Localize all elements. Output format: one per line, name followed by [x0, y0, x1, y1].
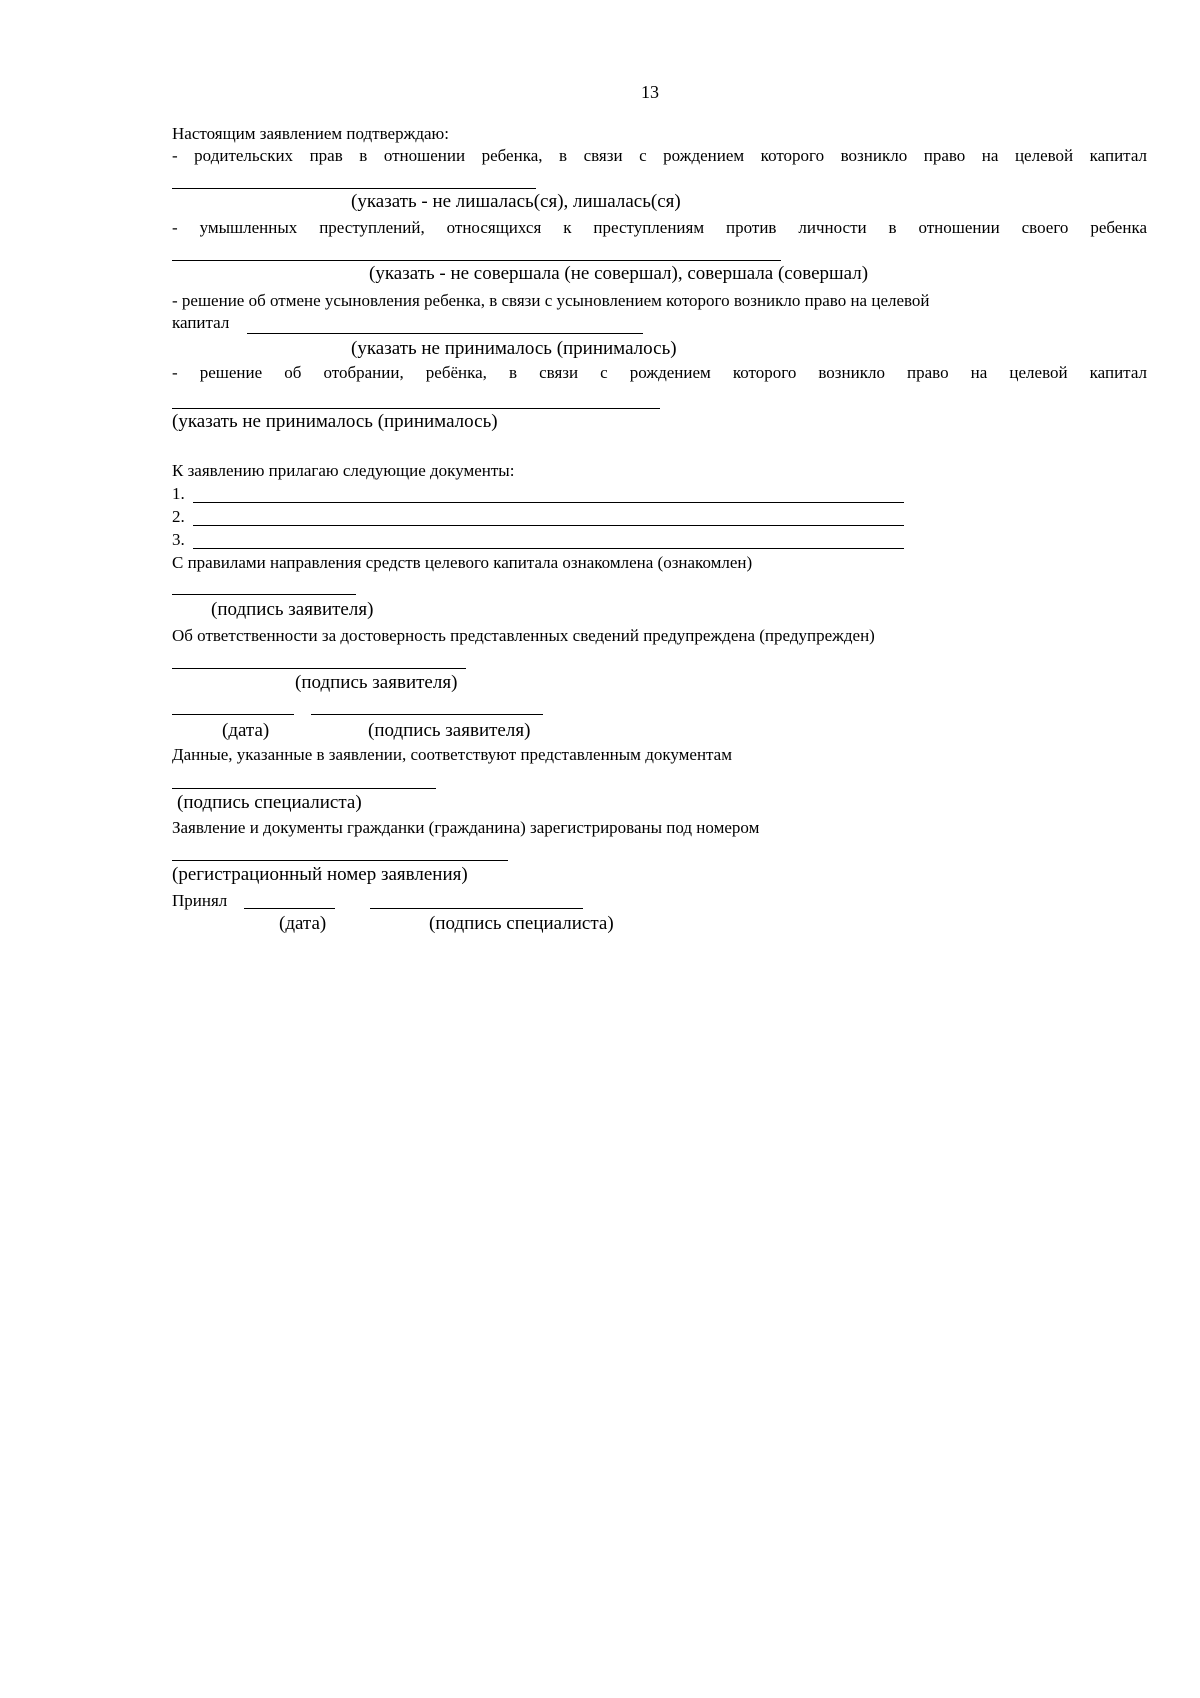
documents-heading: К заявлению прилагаю следующие документы:	[172, 461, 515, 480]
item-crimes-text: - умышленных преступлений, относящихся к преступлениям против личности в отношении своего ребенка	[172, 218, 1147, 237]
applicant-signature-label-3: (подпись заявителя)	[368, 720, 531, 741]
specialist-signature-label-2: (подпись специалиста)	[429, 913, 614, 934]
item-child-removal-text: - решение об отобрании, ребёнка, в связи с рождением которого возникло право на целевой капитал	[172, 363, 1147, 382]
applicant-signature-line-2	[172, 668, 466, 669]
item-crimes-hint: (указать - не совершала (не совершал), совершала (совершал)	[369, 263, 869, 284]
page-number: 13	[641, 82, 659, 102]
data-match-statement: Данные, указанные в заявлении, соответствуют представленным документам	[172, 745, 732, 764]
intro-text: Настоящим заявлением подтверждаю:	[172, 124, 449, 143]
applicant-signature-label-1: (подпись заявителя)	[211, 599, 374, 620]
document-line-1	[193, 502, 904, 503]
registration-number-line	[172, 860, 508, 861]
applicant-signature-line-3	[311, 714, 543, 715]
date-line-1	[172, 714, 294, 715]
date-label-2: (дата)	[279, 913, 327, 934]
applicant-signature-line-1	[172, 594, 356, 595]
specialist-signature-label-1: (подпись специалиста)	[177, 792, 362, 813]
registration-statement: Заявление и документы гражданки (гражданина) зарегистрированы под номером	[172, 818, 760, 837]
item-adoption-cancel-blank	[247, 333, 643, 334]
item-adoption-cancel-hint: (указать не принималось (принималось)	[351, 338, 677, 359]
item-parental-rights-blank	[172, 188, 536, 189]
responsibility-warning: Об ответственности за достоверность представленных сведений предупреждена (предупрежден)	[172, 626, 875, 645]
item-parental-rights-text: - родительских прав в отношении ребенка, в связи с рождением которого возникло право на целевой капитал	[172, 146, 1147, 165]
applicant-signature-label-2: (подпись заявителя)	[295, 672, 458, 693]
document-number-1: 1.	[172, 484, 185, 503]
item-crimes-blank	[172, 260, 781, 261]
item-parental-rights-hint: (указать - не лишалась(ся), лишалась(ся)	[351, 191, 681, 212]
accepted-date-line	[244, 908, 335, 909]
document-number-3: 3.	[172, 530, 185, 549]
item-adoption-cancel-text-line2: капитал	[172, 313, 230, 332]
item-adoption-cancel-text-line1: - решение об отмене усыновления ребенка, в связи с усыновлением которого возникло право на целевой	[172, 291, 930, 310]
rules-acknowledgement: С правилами направления средств целевого капитала ознакомлена (ознакомлен)	[172, 553, 753, 572]
document-number-2: 2.	[172, 507, 185, 526]
document-line-2	[193, 525, 904, 526]
item-child-removal-hint: (указать не принималось (принималось)	[172, 411, 498, 432]
date-label-1: (дата)	[222, 720, 270, 741]
registration-number-label: (регистрационный номер заявления)	[172, 864, 468, 885]
specialist-signature-line-1	[172, 788, 436, 789]
specialist-signature-line-2	[370, 908, 583, 909]
accepted-label: Принял	[172, 891, 228, 910]
item-child-removal-blank	[172, 408, 660, 409]
document-line-3	[193, 548, 904, 549]
